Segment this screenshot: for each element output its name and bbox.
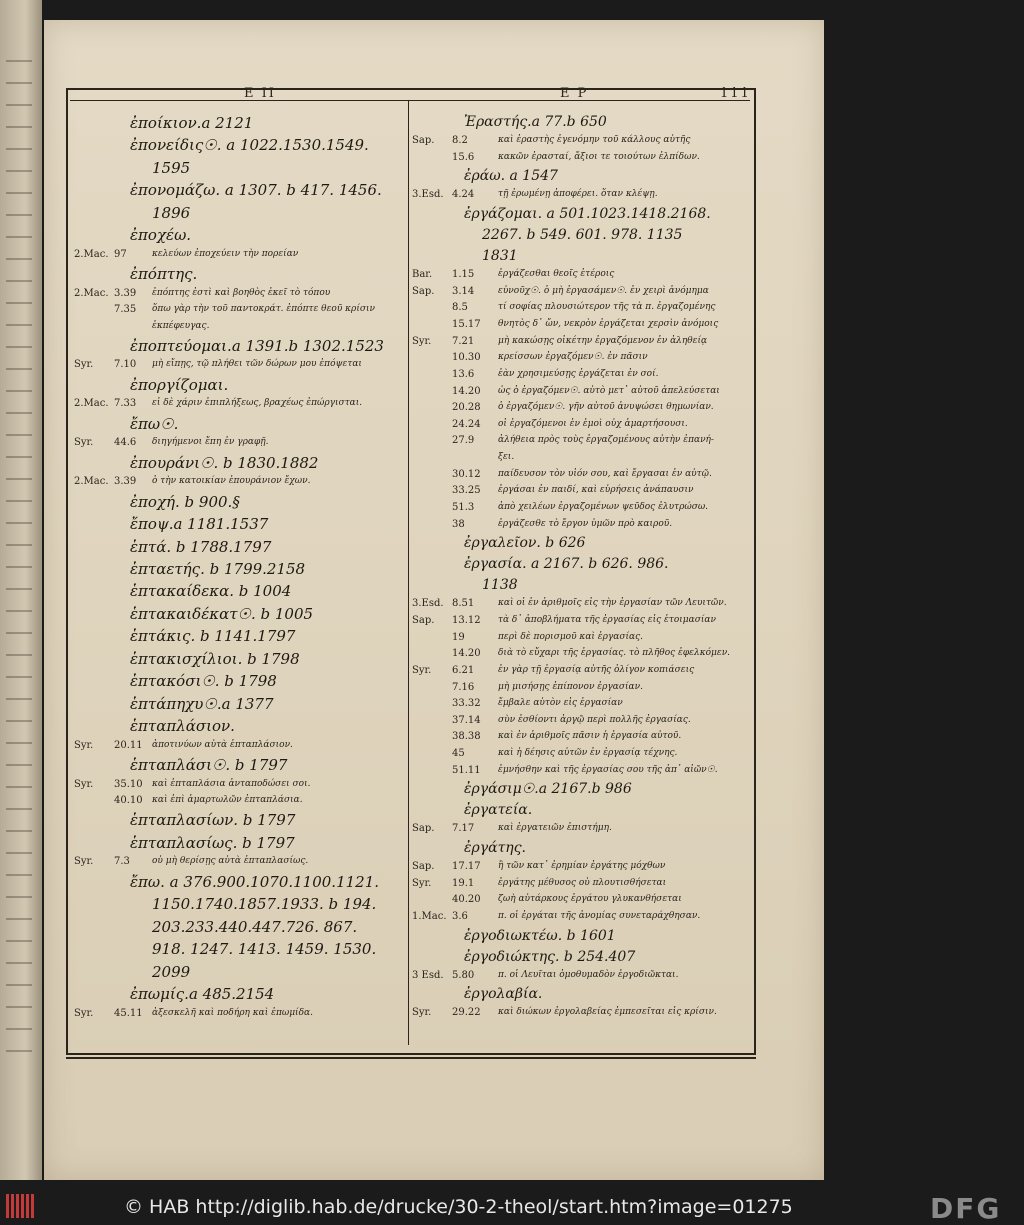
- verse-ref: 45: [452, 748, 465, 760]
- quotation: ἐργάσαι ἐν παιδί, καὶ εὑρήσεις ἀνάπαυσιν: [498, 485, 694, 496]
- headword: ἑπταπλασίως. b 1797: [130, 833, 295, 852]
- column-divider: [408, 100, 409, 1045]
- quotation: ἐπόπτης ἐστὶ καὶ βοηθὸς ἐκεῖ τὸ τόπου: [152, 287, 331, 298]
- quotation: ἐργάτης μέθυσος οὐ πλουτισθήσεται: [498, 877, 667, 888]
- quotation: ἀπὸ χειλέων ἐργαζομένων ψεῦδος ἐλυτρώσω.: [498, 501, 709, 512]
- headword: ἐπονείδις☉. a 1022.1530.1549.: [130, 136, 369, 155]
- headword: ἔποψ.a 1181.1537: [130, 515, 269, 534]
- quotation: εἰ δὲ χάριν ἐπιπλήξεως, βραχέως ἐπώργισται.: [152, 398, 363, 409]
- quotation: μὴ κακώσῃς οἰκέτην ἐργαζόμενον ἐν ἀληθείᾳ: [498, 335, 708, 346]
- verse-ref: 3.39: [114, 287, 137, 299]
- book-abbrev: 3.Esd.: [412, 598, 444, 610]
- verse-ref: 13.6: [452, 368, 475, 380]
- verse-ref: 17.17: [452, 861, 481, 873]
- quotation: π. οἱ ἐργάται τῆς ἀνομίας συνεταράχθησαν.: [498, 910, 701, 921]
- headword: ἐργατεία.: [464, 802, 533, 819]
- verse-ref: 27.9: [452, 435, 475, 447]
- headword: ἔπω. a 376.900.1070.1100.1121.: [130, 872, 380, 891]
- headword: ἑπτακισχίλιοι. b 1798: [130, 649, 300, 668]
- quotation: θνητὸς δ᾽ ὤν, νεκρὸν ἐργάζεται χερσὶν ἀνόμοις: [498, 318, 719, 329]
- book-abbrev: 2.Mac.: [74, 398, 109, 410]
- headword: 1150.1740.1857.1933. b 194.: [152, 895, 377, 914]
- headword: ἑπταετής. b 1799.2158: [130, 560, 306, 579]
- verse-ref: 15.17: [452, 318, 481, 330]
- quotation: ἐργάζεσθαι θεοῖς ἑτέροις: [498, 269, 615, 280]
- running-head-left: E II: [244, 86, 276, 101]
- quotation: διὰ τὸ εὔχαρι τῆς ἐργασίας. τὸ πλῆθος ἐφελκόμεν.: [498, 648, 731, 659]
- headword: ἑπταπλάσιον.: [130, 717, 235, 736]
- verse-ref: 8.2: [452, 135, 468, 147]
- headword: ἑπτά. b 1788.1797: [130, 537, 272, 556]
- verse-ref: 38.38: [452, 731, 481, 743]
- quotation: ὡς ὁ ἐργαζόμεν☉. αὐτὸ μετ᾽ αὐτοῦ ἀπελεύσεται: [498, 385, 720, 396]
- book-abbrev: Syr.: [412, 1007, 432, 1019]
- headword: 1595: [152, 158, 191, 177]
- quotation: καὶ ἐπὶ ἁμαρτωλῶν ἑπταπλάσια.: [152, 795, 303, 805]
- library-logo-icon: [6, 1194, 46, 1220]
- headword: ἔπω☉.: [130, 414, 179, 433]
- headword: 203.233.440.447.726. 867.: [152, 917, 358, 936]
- headword: ἐποργίζομαι.: [130, 375, 229, 394]
- verse-ref: 30.12: [452, 468, 481, 480]
- headword: 1138: [482, 577, 518, 594]
- quotation: ἐν γὰρ τῇ ἐργασίᾳ αὐτῆς ὀλίγον κοπιάσεις: [498, 664, 695, 675]
- verse-ref: 8.51: [452, 598, 475, 610]
- verse-ref: 97: [114, 248, 127, 260]
- book-abbrev: 2.Mac.: [74, 476, 109, 488]
- verse-ref: 35.10: [114, 778, 143, 790]
- verse-ref: 33.32: [452, 698, 481, 710]
- verse-ref: 7.3: [114, 856, 130, 868]
- verse-ref: 4.24: [452, 189, 475, 201]
- verse-ref: 7.16: [452, 681, 475, 693]
- headword: 1896: [152, 203, 191, 222]
- headword: ἐπονομάζω. a 1307. b 417. 1456.: [130, 181, 382, 200]
- headword: ἐπωμίς.a 485.2154: [130, 985, 275, 1004]
- book-abbrev: Sap.: [412, 285, 435, 297]
- headword: ἐργοδιωκτέω. b 1601: [464, 927, 616, 944]
- running-head-center: E P: [560, 86, 589, 101]
- verse-ref: 45.11: [114, 1007, 143, 1019]
- verse-ref: 37.14: [452, 714, 481, 726]
- quotation: μὴ μισήσῃς ἐπίπονον ἐργασίαν.: [498, 681, 643, 692]
- quotation: ἢ τῶν κατ᾽ ἐρημίαν ἐργάτης μόχθων: [498, 861, 666, 872]
- quotation: ἀξεσκελῆ καὶ ποδήρη καὶ ἐπωμίδα.: [152, 1007, 313, 1018]
- verse-ref: 20.11: [114, 739, 143, 751]
- book-abbrev: Sap.: [412, 135, 435, 147]
- verse-ref: 40.20: [452, 894, 481, 906]
- quotation: ὁ τὴν κατοικίαν ἐπουράνιον ἔχων.: [152, 476, 311, 487]
- book-abbrev: 1.Mac.: [412, 910, 447, 922]
- quotation: ὁ ἐργαζόμεν☉. γῆν αὐτοῦ ἀνυψώσει θημωνίαν.: [498, 402, 714, 413]
- verse-ref: 13.12: [452, 614, 481, 626]
- headword: ἐργάσιμ☉.a 2167.b 986: [464, 781, 632, 798]
- headword: Ἐραστής.a 77.b 650: [464, 114, 607, 130]
- book-abbrev: Syr.: [412, 877, 432, 889]
- book-abbrev: Sap.: [412, 861, 435, 873]
- quotation: ἀλήθεια πρὸς τοὺς ἐργαζομένους αὐτὴν ἐπανή-: [498, 435, 714, 446]
- headword: ἐποίκιον.a 2121: [130, 114, 254, 132]
- headword: ἐργολαβία.: [464, 986, 543, 1003]
- quotation: παίδευσον τὸν υἱόν σου, καὶ ἔργασαι ἐν αὐτῷ.: [498, 468, 712, 479]
- quotation: ἐκπέφευγας.: [152, 320, 210, 331]
- quotation: ζωὴ αὐτάρκους ἐργάτου γλυκανθήσεται: [498, 894, 682, 905]
- headword: ἐργάζομαι. a 501.1023.1418.2168.: [464, 205, 711, 222]
- book-abbrev: 2.Mac.: [74, 287, 109, 299]
- headword: ἐπόπτης.: [130, 265, 198, 284]
- verse-ref: 3.39: [114, 476, 137, 488]
- headword: 2099: [152, 962, 191, 981]
- verse-ref: 10.30: [452, 352, 481, 364]
- headword: ἑπτακόσι☉. b 1798: [130, 672, 277, 691]
- quotation: οἱ ἐργαζόμενοι ἐν ἐμοὶ οὐχ ἁμαρτήσουσι.: [498, 418, 688, 429]
- headword: ἑπταπλασίων. b 1797: [130, 811, 296, 830]
- quotation: π. οἱ Λευῖται ὁμοθυμαδὸν ἐργοδιῶκται.: [498, 969, 679, 980]
- headword: ἑπτάπηχυ☉.a 1377: [130, 694, 274, 713]
- quotation: καὶ οἱ ἐν ἀριθμοῖς εἰς τὴν ἐργασίαν τῶν Λευιτῶν.: [498, 598, 727, 609]
- headword: ἑπτακαίδεκα. b 1004: [130, 582, 292, 601]
- verse-ref: 19.1: [452, 877, 475, 889]
- verse-ref: 33.25: [452, 485, 481, 497]
- verse-ref: 6.21: [452, 664, 475, 676]
- headword: 2267. b 549. 601. 978. 1135: [482, 227, 683, 244]
- adjacent-page-edge: [0, 0, 42, 1180]
- verse-ref: 14.20: [452, 385, 481, 397]
- headword: 918. 1247. 1413. 1459. 1530.: [152, 940, 377, 959]
- quotation: τῇ ἐρωμένῃ ἀποφέρει. ὅταν κλέψῃ.: [498, 189, 658, 200]
- headword: ἐργάτης.: [464, 840, 526, 857]
- book-abbrev: Syr.: [74, 778, 94, 790]
- verse-ref: 44.6: [114, 437, 137, 449]
- verse-ref: 19: [452, 631, 465, 643]
- book-page: [44, 20, 824, 1180]
- book-abbrev: Syr.: [412, 664, 432, 676]
- quotation: καὶ ἐργατειῶν ἐπιστήμη.: [498, 823, 612, 834]
- verse-ref: 7.33: [114, 398, 137, 410]
- book-abbrev: Syr.: [74, 359, 94, 371]
- headword: ἐράω. a 1547: [464, 168, 558, 185]
- quotation: τὰ δ᾽ ἀποβλήματα τῆς ἐργασίας εἰς ἑτοιμασίαν: [498, 614, 716, 625]
- verse-ref: 51.11: [452, 764, 481, 776]
- verse-ref: 29.22: [452, 1007, 481, 1019]
- quotation: διηγήμενοι ἔπη ἐν γραφῇ.: [152, 437, 269, 448]
- quotation: τί σοφίας πλουσιώτερον τῆς τὰ π. ἐργαζομένης: [498, 302, 716, 313]
- verse-ref: 7.10: [114, 359, 137, 371]
- book-abbrev: Syr.: [74, 739, 94, 751]
- verse-ref: 40.10: [114, 795, 143, 806]
- quotation: μὴ εἴπῃς, τῷ πλήθει τῶν δώρων μου ἐπόψεται: [152, 359, 362, 370]
- book-abbrev: Sap.: [412, 823, 435, 835]
- quotation: σὺν ἐσθίοντι ἀργῷ περὶ πολλῆς ἐργασίας.: [498, 714, 691, 725]
- page-number: 111: [720, 86, 751, 101]
- verse-ref: 24.24: [452, 418, 481, 430]
- headword: ἐργασία. a 2167. b 626. 986.: [464, 556, 669, 573]
- quotation: οὐ μὴ θερίσῃς αὐτὰ ἑπταπλασίως.: [152, 856, 309, 867]
- headword: ἐργοδιώκτης. b 254.407: [464, 948, 636, 965]
- headword: 1831: [482, 248, 518, 265]
- verse-ref: 7.35: [114, 304, 137, 316]
- verse-ref: 20.28: [452, 402, 481, 414]
- quotation: εὐνοῦχ☉. ὁ μὴ ἐργασάμεν☉. ἐν χειρὶ ἀνόμημα: [498, 285, 709, 296]
- quotation: καὶ ἡ δέησις αὐτῶν ἐν ἐργασίᾳ τέχνης.: [498, 748, 678, 759]
- verse-ref: 7.21: [452, 335, 475, 347]
- headword: ἐργαλεῖον. b 626: [464, 535, 586, 552]
- book-abbrev: 2.Mac.: [74, 248, 109, 260]
- quotation: κρείσσων ἐργαζόμεν☉. ἐν πᾶσιν: [498, 352, 648, 363]
- verse-ref: 14.20: [452, 648, 481, 660]
- quotation: ξει.: [498, 452, 515, 463]
- quotation: καὶ ἐν ἀριθμοῖς πᾶσιν ἡ ἐργασία αὐτοῦ.: [498, 731, 682, 742]
- headword: ἐπουράνι☉. b 1830.1882: [130, 453, 319, 472]
- quotation: ἐμνήσθην καὶ τῆς ἐργασίας σου τῆς ἀπ᾽ αἰῶν☉.: [498, 764, 718, 775]
- book-abbrev: Syr.: [74, 1007, 94, 1019]
- book-abbrev: Syr.: [412, 335, 432, 347]
- verse-ref: 38: [452, 518, 465, 530]
- quotation: περὶ δὲ πορισμοῦ καὶ ἐργασίας.: [498, 631, 644, 642]
- book-abbrev: Bar.: [412, 269, 433, 281]
- headword: ἑπτακαιδέκατ☉. b 1005: [130, 604, 314, 623]
- quotation: κακῶν ἐρασταί, ἄξιοι τε τοιούτων ἐλπίδων.: [498, 151, 700, 162]
- verse-ref: 5.80: [452, 969, 475, 981]
- quotation: ὅπω γὰρ τὴν τοῦ παντοκράτ. ἐπόπτε θεοῦ κρίσιν: [152, 304, 376, 315]
- headword: ἑπταπλάσι☉. b 1797: [130, 756, 288, 775]
- verse-ref: 3.6: [452, 910, 468, 922]
- quotation: ἐὰν χρησιμεύσῃς ἐργάζεται ἐν σοί.: [498, 368, 659, 379]
- headword: ἐποχέω.: [130, 226, 192, 245]
- quotation: καὶ ἐραστὴς ἐγενόμην τοῦ κάλλους αὐτῆς: [498, 135, 691, 146]
- headword: ἐποπτεύομαι.a 1391.b 1302.1523: [130, 337, 384, 355]
- book-abbrev: 3 Esd.: [412, 969, 444, 981]
- page-frame-rule: [66, 1057, 756, 1059]
- verse-ref: 7.17: [452, 823, 475, 835]
- verse-ref: 15.6: [452, 151, 475, 163]
- headword: ἑπτάκις. b 1141.1797: [130, 627, 296, 646]
- book-abbrev: 3.Esd.: [412, 189, 444, 201]
- quotation: καὶ διώκων ἐργολαβείας ἐμπεσεῖται εἰς κρίσιν.: [498, 1007, 717, 1018]
- header-rule: [70, 100, 750, 101]
- quotation: κελεύων ἐποχεύειν τὴν πορείαν: [152, 248, 299, 259]
- book-abbrev: Syr.: [74, 856, 94, 868]
- book-abbrev: Syr.: [74, 437, 94, 449]
- verse-ref: 3.14: [452, 285, 475, 297]
- quotation: ἔμβαλε αὐτὸν εἰς ἐργασίαν: [498, 698, 623, 709]
- copyright-url[interactable]: © HAB http://diglib.hab.de/drucke/30-2-theol/start.htm?image=01275: [124, 1196, 793, 1218]
- headword: ἐποχή. b 900.§: [130, 492, 240, 511]
- book-abbrev: Sap.: [412, 614, 435, 626]
- quotation: καὶ ἑπταπλάσια ἀνταποδώσει σοι.: [152, 778, 311, 789]
- quotation: ἐργάζεσθε τὸ ἔργον ὑμῶν πρὸ καιροῦ.: [498, 518, 673, 529]
- quotation: ἀποτινύων αὐτὰ ἑπταπλάσιον.: [152, 739, 293, 750]
- dfg-logo: DFG: [930, 1192, 1002, 1225]
- verse-ref: 8.5: [452, 302, 468, 314]
- verse-ref: 1.15: [452, 269, 475, 281]
- verse-ref: 51.3: [452, 501, 475, 513]
